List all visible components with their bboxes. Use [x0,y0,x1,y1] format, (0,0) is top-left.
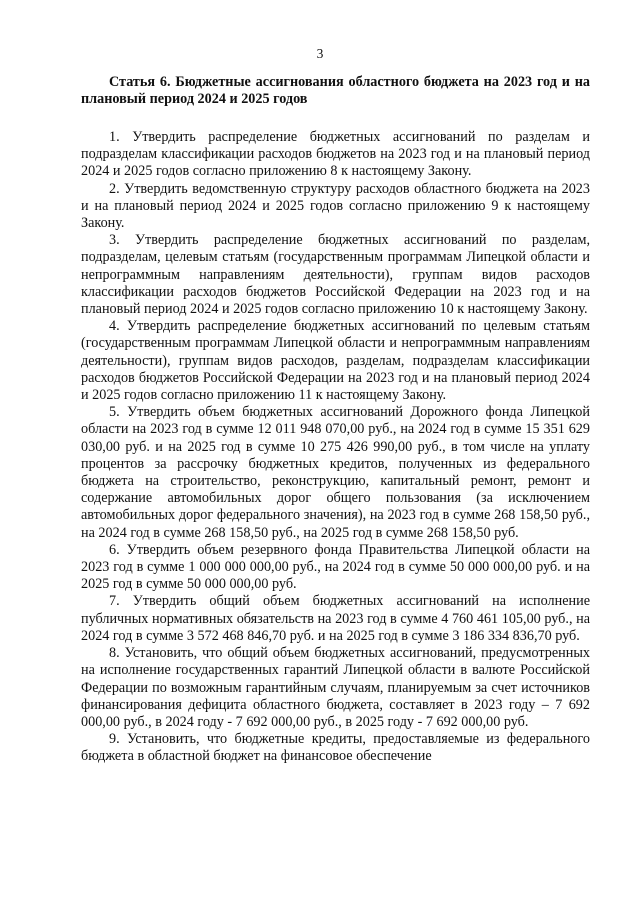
article-body [81,129,590,766]
paragraph-1: 1. Утвердить распределение бюджетных ассигнований по разделам и подразделам классификации расходов бюджетов на 2023 год и на плановый период 2024 и 2025 годов согласно приложению 8 к настоящему Закону. [81,129,590,180]
article-title: Статья 6. Бюджетные ассигнования областного бюджета на 2023 год и на плановый период 2024 и 2025 годов [81,74,590,108]
paragraph-7: 7. Утвердить общий объем бюджетных ассигнований на исполнение публичных нормативных обязательств на 2023 год в сумме 4 760 461 105,00 руб., на 2024 год в сумме 3 572 468 846,70 руб. и на 2025 год в сумме 3 186 334 836,70 руб. [81,593,590,644]
paragraph-4: 4. Утвердить распределение бюджетных ассигнований по целевым статьям (государственным программам Липецкой области и непрограммным направлениям деятельности), группам видов расходов, разделам, подразделам классификации расходов бюджетов Российской Федерации на 2023 год и на плановый период 2024 и 2025 годов согласно приложению 11 к настоящему Закону. [81,318,590,404]
page-number: 3 [316,46,324,61]
paragraph-8: 8. Установить, что общий объем бюджетных ассигнований, предусмотренных на исполнение государственных гарантий Липецкой области в валюте Российской Федерации по возможным гарантийным случаям, планируемым за счет источников финансирования дефицита областного бюджета, составляет в 2023 году – 7 692 000,00 руб., в 2024 году - 7 692 000,00 руб., в 2025 году - 7 692 000,00 руб. [81,645,590,730]
paragraph-3: 3. Утвердить распределение бюджетных ассигнований по разделам, подразделам, целевым статьям (государственным программам Липецкой области и непрограммным направлениям деятельности), группам видов расходов классификации расходов бюджетов Российской Федерации на 2023 год и на плановый период 2024 и 2025 годов согласно приложению 10 к настоящему Закону. [81,232,590,318]
paragraph-5: 5. Утвердить объем бюджетных ассигнований Дорожного фонда Липецкой области на 2023 год в сумме 12 011 948 070,00 руб., на 2024 год в сумме 15 351 629 030,00 руб. и на 2025 год в сумме 10 275 426 990,00 руб., в том числе на уплату процентов за рассрочку бюджетных кредитов, полученных из федерального бюджета на строительство, реконструкцию, капитальный ремонт, ремонт и содержание автомобильных дорог общего пользования (за исключением автомобильных дорог федерального значения), на 2023 год в сумме 268 158,50 руб., на 2024 год в сумме 268 158,50 руб., на 2025 год в сумме 268 158,50 руб. [81,404,590,541]
paragraph-9: 9. Установить, что бюджетные кредиты, предоставляемые из федерального бюджета в областной бюджет на финансовое обеспечение [81,731,590,765]
paragraph-2: 2. Утвердить ведомственную структуру расходов областного бюджета на 2023 и на плановый период 2024 и 2025 годов согласно приложению 9 к настоящему Закону. [81,180,590,232]
paragraph-6: 6. Утвердить объем резервного фонда Правительства Липецкой области на 2023 год в сумме 1 000 000 000,00 руб., на 2024 год в сумме 50 000 000,00 руб. и на 2025 год в сумме 50 000 000,00 руб. [81,541,590,593]
